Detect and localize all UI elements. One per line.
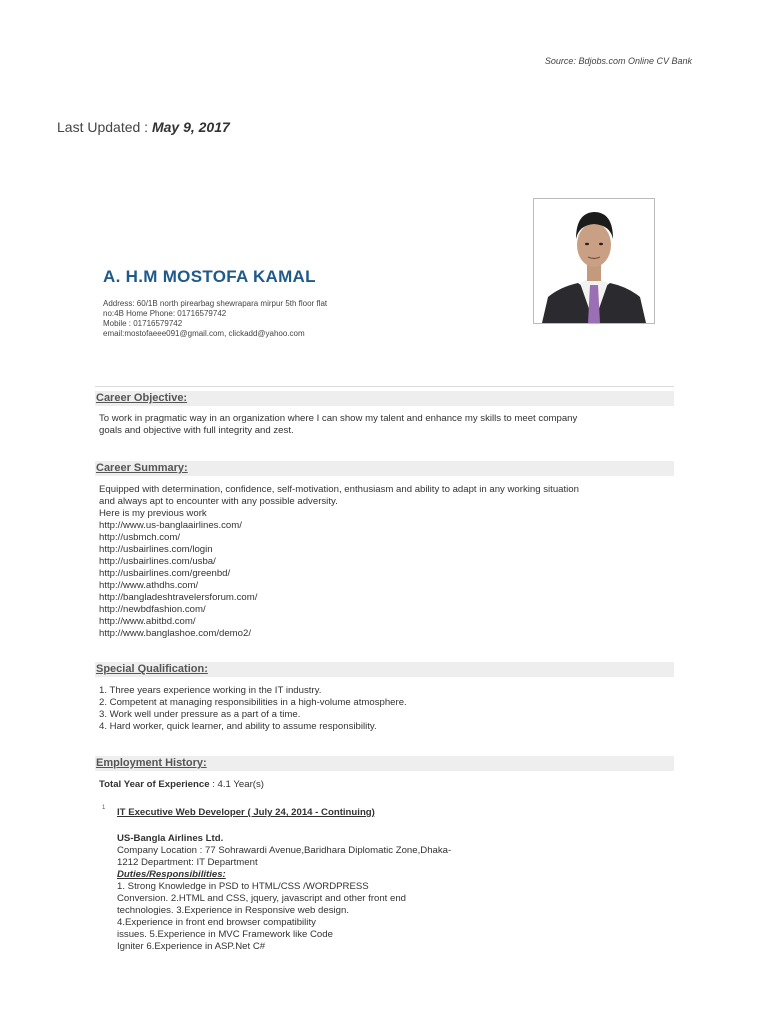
duty-line: 4.Experience in front end browser compatibility: [117, 917, 316, 928]
work-link: http://www.athdhs.com/: [99, 580, 199, 591]
duty-line: technologies. 3.Experience in Responsive web design.: [117, 905, 349, 916]
section-title-career-summary: Career Summary:: [95, 461, 674, 476]
contact-line: Mobile : 01716579742: [103, 319, 183, 328]
special-qualification-list: [99, 685, 659, 733]
work-link: http://www.us-banglaairlines.com/: [99, 520, 242, 531]
last-updated: [57, 119, 230, 135]
section-title-employment-history: Employment History:: [95, 756, 674, 771]
contact-line: email:mostofaeee091@gmail.com, clickadd@yahoo.com: [103, 329, 305, 338]
qualification-item: 2. Competent at managing responsibilities in a high-volume atmosphere.: [99, 697, 407, 708]
text-line: and always apt to encounter with any possible adversity.: [99, 496, 338, 507]
source-note: Source: Bdjobs.com Online CV Bank: [544, 56, 692, 66]
contact-info: [103, 299, 403, 339]
job-title: IT Executive Web Developer ( July 24, 2014 - Continuing): [117, 807, 375, 818]
career-objective-text: [99, 413, 659, 437]
work-link: http://usbmch.com/: [99, 532, 181, 543]
career-summary-text: [99, 484, 659, 640]
contact-line: Address: 60/1B north pirearbag shewrapara mirpur 5th floor flat: [103, 299, 328, 308]
work-link: http://usbairlines.com/usba/: [99, 556, 216, 567]
profile-photo-illustration: [534, 199, 654, 323]
work-link: http://newbdfashion.com/: [99, 604, 206, 615]
work-link: http://www.banglashoe.com/demo2/: [99, 628, 251, 639]
work-link: http://bangladeshtravelersforum.com/: [99, 592, 258, 603]
total-experience-value: : 4.1 Year(s): [209, 779, 264, 790]
contact-line: no:4B Home Phone: 01716579742: [103, 309, 227, 318]
work-link: http://usbairlines.com/greenbd/: [99, 568, 231, 579]
duties-label: Duties/Responsibilities:: [117, 869, 226, 880]
job-number: 1: [102, 805, 106, 811]
qualification-item: 3. Work well under pressure as a part of a time.: [99, 709, 301, 720]
divider: [95, 386, 674, 387]
last-updated-date: May 9, 2017: [151, 119, 230, 135]
text-line: Equipped with determination, confidence, self-motivation, enthusiasm and ability to adapt in any working situation: [99, 484, 579, 495]
company-name: US-Bangla Airlines Ltd.: [117, 833, 224, 844]
last-updated-label: Last Updated :: [57, 119, 152, 135]
section-title-special-qualification: Special Qualification:: [95, 662, 674, 677]
profile-photo: [533, 198, 655, 324]
duty-line: 1. Strong Knowledge in PSD to HTML/CSS /WORDPRESS: [117, 881, 369, 892]
duty-line: Igniter 6.Experience in ASP.Net C#: [117, 941, 266, 952]
job-details: [117, 833, 507, 953]
text-line: To work in pragmatic way in an organization where I can show my talent and enhance my skills to meet company: [99, 413, 578, 424]
section-title-career-objective: Career Objective:: [95, 391, 674, 406]
text-line: Here is my previous work: [99, 508, 207, 519]
qualification-item: 1. Three years experience working in the IT industry.: [99, 685, 322, 696]
qualification-item: 4. Hard worker, quick learner, and ability to assume responsibility.: [99, 721, 377, 732]
candidate-name: A. H.M MOSTOFA KAMAL: [103, 267, 316, 286]
duty-line: issues. 5.Experience in MVC Framework like Code: [117, 929, 333, 940]
text-line: goals and objective with full integrity and zest.: [99, 425, 294, 436]
company-location-line: Company Location : 77 Sohrawardi Avenue,Baridhara Diplomatic Zone,Dhaka-: [117, 845, 452, 856]
total-experience-label: Total Year of Experience: [99, 779, 210, 790]
total-experience: [99, 779, 264, 790]
work-link: http://www.abitbd.com/: [99, 616, 196, 627]
work-link: http://usbairlines.com/login: [99, 544, 213, 555]
duty-line: Conversion. 2.HTML and CSS, jquery, javascript and other front end: [117, 893, 407, 904]
company-location-line: 1212 Department: IT Department: [117, 857, 258, 868]
